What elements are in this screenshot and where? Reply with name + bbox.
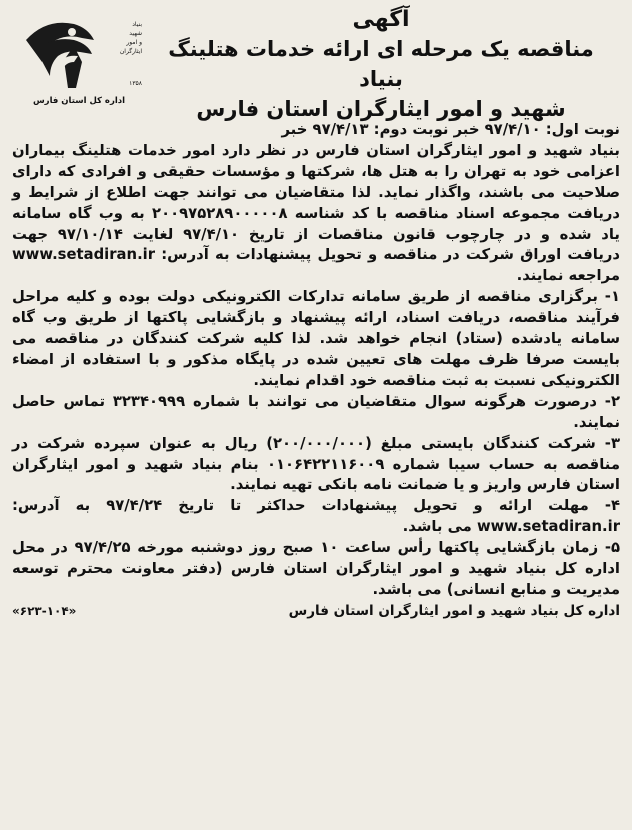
ad-code: «۶۲۳-۱۰۴» [12,603,77,618]
foundation-logo [16,10,142,118]
list-item-2: ۲- درصورت هرگونه سوال متقاضیان می توانند با شماره ۳۲۳۴۰۹۹۹ تماس حاصل نمایند. [12,392,620,431]
first-date: نوبت اول: ۹۷/۴/۱۰ خبر [453,121,620,138]
intro-paragraph: بنیاد شهید و امور ایثارگران استان فارس در نظر دارد امور خدمات هتلینگ بیماران اعزامی خود به تهران را به هتل ها، شرکتها و مؤسسات حقیقی و افرادی که دارای صلاحیت می باشند، واگذار نماید. لذا متقاضیان می توانند جهت اطلاع از شرایط و دریافت مجموعه اسناد مناقصه با کد شناسه ۲۰۰۹۷۵۲۸۹۰۰۰۰۰۸ به وب گاه سامانه یاد شده و در چارچوب قانون مناقصات از تاریخ ۹۷/۴/۱۰ لغایت ۹۷/۱۰/۱۴ جهت دریافت اوراق شرکت در مناقصه و تحویل پیشنهادات به آدرس: www.setadiran.ir مراجعه نمایند. [12,141,620,285]
ad-footer [8,603,624,619]
ad-subtitle-line1: مناقصه یک مرحله ای ارائه خدمات هتلینگ بنیاد [168,37,594,91]
logo-year: ۱۳۵۸ [129,80,142,87]
list-item-5: ۵- زمان بازگشایی پاکتها رأس ساعت ۱۰ صبح روز دوشنبه مورخه ۹۷/۴/۲۵ در محل اداره کل بنیاد شهید و امور ایثارگران استان فارس (دفتر معاونت محترم توسعه مدیریت و منابع انسانی) می باشد. [12,539,621,598]
title-block [146,6,616,124]
ad-header [8,4,624,120]
ad-subtitle-line2: شهید و امور ایثارگران استان فارس [196,97,566,121]
list-item-4: ۴- مهلت ارائه و تحویل پیشنهادات حداکثر تا تاریخ ۹۷/۴/۲۴ به آدرس: www.setadiran.ir می باشد. [12,497,621,536]
logo-side-text: بنیاد شهید و امور ایثارگران [119,21,142,55]
second-date: نوبت دوم: ۹۷/۴/۱۳ خبر [281,121,449,138]
list-item-3: ۳- شرکت کنندگان بایستی مبلغ (۲۰۰/۰۰۰/۰۰۰) ریال به عنوان سپرده شرکت در مناقصه به حساب سیبا شماره ۰۱۰۶۴۲۲۱۱۶۰۰۹ بنام بنیاد شهید و امور ایثارگران استان فارس واریز و یا ضمانت نامه بانکی تهیه نمایند. [12,434,620,494]
list-item-1: ۱- برگزاری مناقصه از طریق سامانه تدارکات الکترونیکی دولت بوده و کلیه مراحل فرآیند مناقصه، دریافت اسناد، ارائه پیشنهاد و بازگشایی پاکتها از طریق وب گاه سامانه یادشده (ستاد) انجام خواهد شد. لذا کلیه شرکت کنندگان در مناقصه می بایست صرفا ظرف مهلت های تعیین شده در پایگاه مذکور و با استفاده از امضاء الکترونیکی نسبت به ثبت مناقصه خود اقدام نمایند. [12,288,620,389]
ad-title: آگهی [352,7,410,32]
ad-body [8,120,624,601]
logo-org-name: اداره کل استان فارس [32,96,126,106]
signature: اداره کل بنیاد شهید و امور ایثارگران استان فارس [288,602,620,619]
